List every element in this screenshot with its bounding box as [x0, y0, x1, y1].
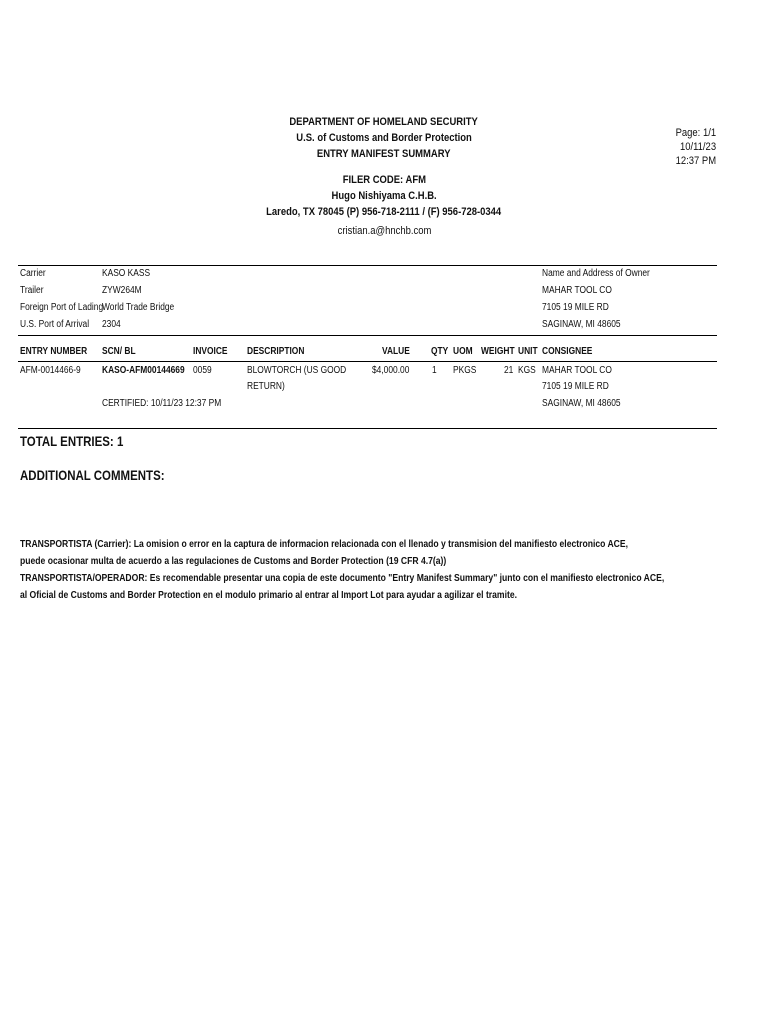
port-lading-value: World Trade Bridge — [102, 302, 175, 313]
divider — [18, 428, 717, 429]
uom: PKGS — [453, 365, 477, 376]
owner-block — [542, 265, 670, 333]
page-number: Page: 1/1 — [675, 127, 716, 139]
col-uom: UOM — [453, 346, 473, 357]
col-value: VALUE — [382, 346, 410, 357]
consignee-name: MAHAR TOOL CO — [542, 365, 612, 376]
print-date: 10/11/23 — [679, 141, 716, 153]
note-2-line-1: TRANSPORTISTA/OPERADOR: Es recomendable presentar una copia de este documento "Entry Manifest Summary" junto con el manifiesto electronico ACE, — [20, 573, 665, 584]
filer-code: FILER CODE: AFM — [342, 174, 426, 186]
port-lading-label: Foreign Port of Lading — [20, 302, 104, 313]
note-1-line-1 — [20, 536, 664, 553]
shipment-values — [102, 265, 188, 333]
broker-name: Hugo Nishiyama C.H.B. — [331, 190, 437, 202]
owner-street: 7105 19 MILE RD — [542, 302, 609, 313]
document-title: ENTRY MANIFEST SUMMARY — [317, 148, 451, 160]
unit: KGS — [518, 365, 536, 376]
invoice: 0059 — [193, 365, 212, 376]
col-qty: QTY — [431, 346, 449, 357]
certified-stamp: CERTIFIED: 10/11/23 12:37 PM — [102, 398, 222, 409]
trailer-label: Trailer — [20, 285, 44, 296]
col-weight: WEIGHT — [481, 346, 515, 357]
col-invoice: INVOICE — [193, 346, 228, 357]
note-1-text: La omision o error en la captura de informacion relacionada con el llenado y transmision del manifiesto electronico ACE, — [131, 539, 629, 550]
col-description: DESCRIPTION — [247, 346, 305, 357]
col-unit: UNIT — [518, 346, 538, 357]
page-info — [669, 126, 716, 168]
col-consignee: CONSIGNEE — [542, 346, 593, 357]
document-header — [0, 114, 768, 239]
col-entry-number: ENTRY NUMBER — [20, 346, 88, 357]
entry-number: AFM-0014466-9 — [20, 365, 81, 376]
description-line2: RETURN) — [247, 381, 285, 392]
value: $4,000.00 — [372, 365, 410, 376]
agency-subtitle: U.S. of Customs and Border Protection — [296, 132, 472, 144]
note-2-line-2: al Oficial de Customs and Border Protection en el modulo primario al entrar al Import Lot para ayudar a agilizar el tramite. — [20, 590, 518, 601]
note-1-line-2: puede ocasionar multa de acuerdo a las regulaciones de Customs and Border Protection (19 CFR 4.7(a)) — [20, 556, 447, 567]
agency-title: DEPARTMENT OF HOMELAND SECURITY — [289, 116, 479, 128]
carrier-value: KASO KASS — [102, 268, 151, 279]
carrier-label: Carrier — [20, 268, 46, 279]
qty: 1 — [432, 365, 437, 376]
print-time: 12:37 PM — [675, 155, 716, 167]
broker-email: cristian.a@hnchb.com — [337, 225, 431, 237]
carrier-notes — [20, 536, 768, 604]
total-entries: TOTAL ENTRIES: 1 — [20, 433, 124, 449]
port-arrival-label: U.S. Port of Arrival — [20, 319, 90, 330]
col-scn-bl: SCN/ BL — [102, 346, 136, 357]
divider — [18, 335, 717, 336]
additional-comments-heading: ADDITIONAL COMMENTS: — [20, 467, 165, 483]
consignee-street: 7105 19 MILE RD — [542, 381, 609, 392]
weight: 21 — [504, 365, 514, 376]
owner-city: SAGINAW, MI 48605 — [542, 319, 621, 330]
consignee-city: SAGINAW, MI 48605 — [542, 398, 621, 409]
description-line1: BLOWTORCH (US GOOD — [247, 365, 347, 376]
broker-address: Laredo, TX 78045 (P) 956-718-2111 / (F) 956-728-0344 — [266, 206, 502, 218]
owner-label: Name and Address of Owner — [542, 268, 650, 279]
owner-name: MAHAR TOOL CO — [542, 285, 612, 296]
trailer-value: ZYW264M — [102, 285, 142, 296]
port-arrival-value: 2304 — [102, 319, 121, 330]
note-1-label: TRANSPORTISTA (Carrier): — [20, 539, 132, 550]
scn-bl: KASO-AFM00144669 — [102, 365, 185, 376]
